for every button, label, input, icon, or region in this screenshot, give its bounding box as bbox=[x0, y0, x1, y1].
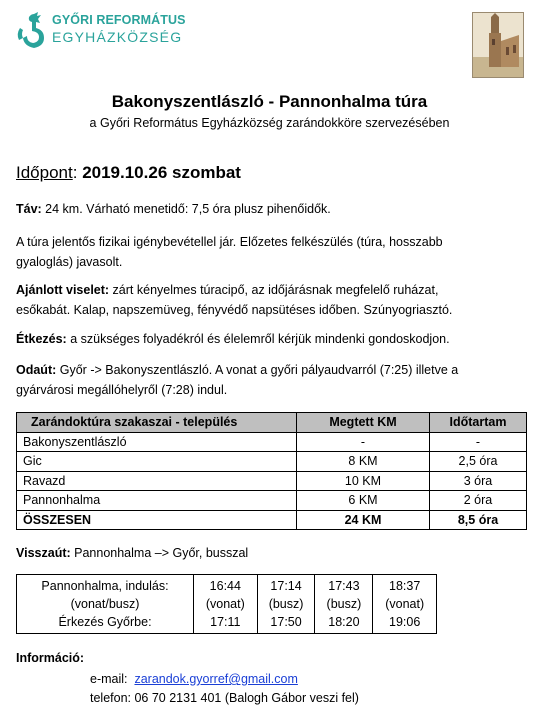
stage-km: 10 KM bbox=[297, 471, 430, 491]
schedule-type-label: (vonat/busz) bbox=[70, 597, 140, 611]
stage-km: 6 KM bbox=[297, 491, 430, 511]
departure-time: 16:44 bbox=[209, 579, 241, 593]
email-label: e-mail: bbox=[90, 672, 135, 686]
church-logo bbox=[14, 10, 186, 50]
departure-time: 17:43 bbox=[328, 579, 360, 593]
logo-text-line1: GYŐRI REFORMÁTUS bbox=[52, 13, 186, 27]
page-title: Bakonyszentlászló - Pannonhalma túra bbox=[111, 92, 428, 111]
schedule-departure-label: Pannonhalma, indulás: bbox=[41, 579, 169, 593]
distance-text: 24 km. Várható menetidő: 7,5 óra plusz pihenőidők. bbox=[41, 202, 331, 216]
phone-line: telefon: 06 70 2131 401 (Balogh Gábor veszi fel) bbox=[90, 691, 359, 705]
email-line bbox=[90, 672, 298, 686]
stage-duration: 2,5 óra bbox=[430, 452, 527, 472]
stage-duration: 3 óra bbox=[430, 471, 527, 491]
distance-label: Táv: bbox=[16, 202, 42, 216]
stages-total-row bbox=[17, 510, 527, 530]
schedule-column bbox=[315, 575, 373, 634]
stages-header-settlement: Zarándoktúra szakaszai - település bbox=[17, 413, 297, 433]
food-paragraph bbox=[16, 330, 526, 350]
food-label: Étkezés: bbox=[16, 332, 67, 346]
stage-settlement: Bakonyszentlászló bbox=[17, 432, 297, 452]
stage-km: - bbox=[297, 432, 430, 452]
email-link[interactable]: zarandok.gyorref@gmail.com bbox=[134, 672, 298, 686]
outbound-paragraph bbox=[16, 361, 526, 400]
difficulty-paragraph bbox=[16, 233, 526, 272]
clothing-line1: zárt kényelmes túracipő, az időjárásnak megfelelő ruházat, bbox=[109, 283, 439, 297]
outbound-line2: gyárvárosi megállóhelyről (7:28) indul. bbox=[16, 382, 228, 397]
date-value: 2019.10.26 szombat bbox=[82, 163, 241, 182]
schedule-column bbox=[194, 575, 258, 634]
schedule-column bbox=[257, 575, 315, 634]
difficulty-line1: A túra jelentős fizikai igénybevétellel jár. Előzetes felkészülés (túra, hosszabb bbox=[16, 235, 443, 249]
arrival-time: 18:20 bbox=[328, 615, 360, 629]
date-separator: : bbox=[72, 163, 83, 182]
arrival-time: 19:06 bbox=[389, 615, 421, 629]
difficulty-line2: gyaloglás) javasolt. bbox=[16, 254, 123, 269]
table-row bbox=[17, 452, 527, 472]
table-row bbox=[17, 491, 527, 511]
food-text: a szükséges folyadékról és élelemről kérjük mindenki gondoskodjon. bbox=[66, 332, 450, 346]
date-label: Időpont bbox=[16, 163, 73, 182]
transport-type: (busz) bbox=[268, 597, 304, 611]
transport-type: (busz) bbox=[326, 597, 362, 611]
church-photo bbox=[472, 12, 524, 78]
transport-type: (vonat) bbox=[385, 597, 425, 611]
table-row bbox=[17, 471, 527, 491]
event-date bbox=[16, 163, 241, 183]
rooster-logo-icon bbox=[14, 10, 50, 50]
stage-duration: - bbox=[430, 432, 527, 452]
clothing-label: Ajánlott viselet: bbox=[16, 283, 110, 297]
table-row bbox=[17, 432, 527, 452]
schedule-arrival-label: Érkezés Győrbe: bbox=[58, 615, 152, 629]
outbound-line1: Győr -> Bakonyszentlászló. A vonat a győri pályaudvarról (7:25) illetve a bbox=[56, 363, 459, 377]
distance-paragraph bbox=[16, 200, 526, 220]
stages-header-duration: Időtartam bbox=[430, 413, 527, 433]
info-heading: Információ: bbox=[16, 651, 85, 665]
outbound-label: Odaút: bbox=[16, 363, 57, 377]
arrival-time: 17:11 bbox=[210, 615, 241, 629]
arrival-time: 17:50 bbox=[270, 615, 302, 629]
stages-header-km: Megtett KM bbox=[297, 413, 430, 433]
schedule-row bbox=[17, 575, 437, 634]
stage-settlement: Pannonhalma bbox=[17, 491, 297, 511]
return-label: Visszaút: bbox=[16, 546, 71, 560]
departure-time: 18:37 bbox=[389, 579, 421, 593]
schedule-labels bbox=[17, 575, 194, 634]
stage-duration: 2 óra bbox=[430, 491, 527, 511]
stage-settlement: Ravazd bbox=[17, 471, 297, 491]
stages-table bbox=[16, 412, 527, 530]
schedule-column bbox=[373, 575, 437, 634]
transport-type: (vonat) bbox=[205, 597, 245, 611]
departure-time: 17:14 bbox=[270, 579, 302, 593]
total-duration: 8,5 óra bbox=[430, 510, 527, 530]
logo-text-line2: EGYHÁZKÖZSÉG bbox=[52, 29, 183, 45]
stages-header-row bbox=[17, 413, 527, 433]
total-label: ÖSSZESEN bbox=[17, 510, 297, 530]
page-subtitle: a Győri Református Egyházközség zarándokköre szervezésében bbox=[89, 116, 450, 130]
return-schedule-table bbox=[16, 574, 437, 634]
church-icon bbox=[473, 13, 523, 77]
return-text: Pannonhalma –> Győr, busszal bbox=[70, 546, 249, 560]
total-km: 24 KM bbox=[297, 510, 430, 530]
clothing-paragraph bbox=[16, 281, 526, 320]
stage-km: 8 KM bbox=[297, 452, 430, 472]
clothing-line2: esőkabát. Kalap, napszemüveg, fényvédő napsütéses időben. Szúnyogriasztó. bbox=[16, 302, 453, 317]
return-paragraph bbox=[16, 546, 248, 560]
stage-settlement: Gic bbox=[17, 452, 297, 472]
